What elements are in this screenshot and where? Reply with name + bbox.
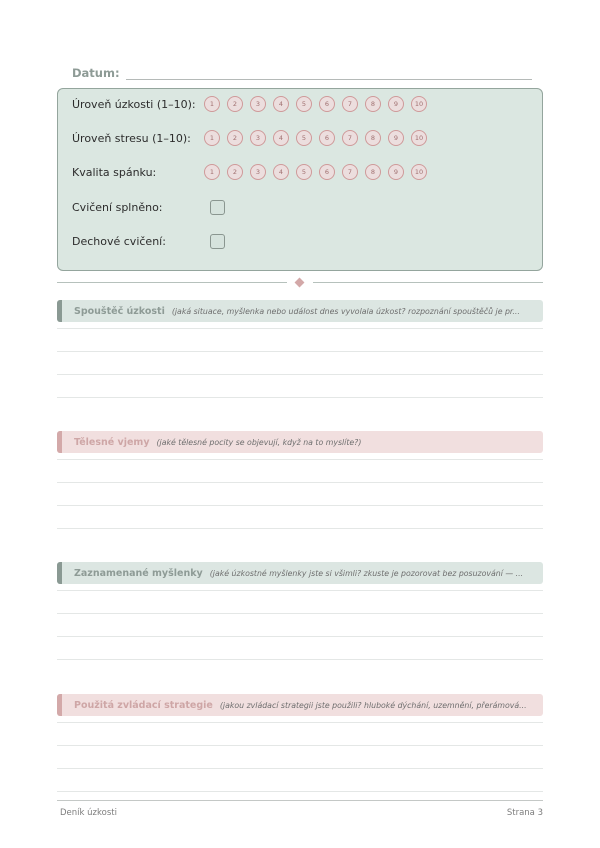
date-input-line[interactable] bbox=[126, 66, 532, 80]
rating-scale bbox=[204, 130, 434, 146]
rating-circle[interactable]: 2 bbox=[227, 164, 243, 180]
writing-line[interactable] bbox=[57, 768, 543, 769]
tracker-row bbox=[72, 128, 434, 148]
rating-circle[interactable]: 7 bbox=[342, 164, 358, 180]
footer-journal-title: Deník úzkosti bbox=[60, 808, 117, 818]
tracker-row bbox=[72, 197, 225, 217]
rating-circle[interactable]: 7 bbox=[342, 96, 358, 112]
divider-line-right bbox=[313, 282, 543, 283]
rating-circle[interactable]: 6 bbox=[319, 164, 335, 180]
checkbox[interactable] bbox=[210, 234, 225, 249]
rating-circle[interactable]: 10 bbox=[411, 130, 427, 146]
section-title: Spouštěč úzkosti bbox=[74, 305, 165, 317]
rating-circle[interactable]: 5 bbox=[296, 164, 312, 180]
writing-line[interactable] bbox=[57, 482, 543, 483]
rating-circle[interactable]: 9 bbox=[388, 130, 404, 146]
section-header bbox=[57, 694, 543, 716]
rating-circle[interactable]: 5 bbox=[296, 130, 312, 146]
journal-section bbox=[57, 694, 543, 792]
tracker-row-label: Úroveň stresu (1–10): bbox=[72, 131, 191, 145]
writing-line[interactable] bbox=[57, 459, 543, 460]
rating-scale bbox=[204, 164, 434, 180]
section-hint: (jakou zvládací strategii jste použili? hluboké dýchání, uzemnění, přerámová... bbox=[219, 700, 527, 710]
daily-tracker-box bbox=[57, 88, 543, 271]
writing-line[interactable] bbox=[57, 374, 543, 375]
journal-section bbox=[57, 562, 543, 660]
writing-line[interactable] bbox=[57, 636, 543, 637]
rating-circle[interactable]: 3 bbox=[250, 96, 266, 112]
tracker-row-label: Cvičení splněno: bbox=[72, 200, 163, 214]
section-title: Tělesné vjemy bbox=[74, 436, 150, 448]
section-hint: (jaké tělesné pocity se objevují, když na to myslíte?) bbox=[156, 437, 362, 447]
rating-circle[interactable]: 3 bbox=[250, 164, 266, 180]
date-row bbox=[72, 62, 532, 80]
section-header bbox=[57, 562, 543, 584]
rating-circle[interactable]: 9 bbox=[388, 96, 404, 112]
rating-circle[interactable]: 2 bbox=[227, 96, 243, 112]
footer-page-number: Strana 3 bbox=[506, 808, 543, 818]
writing-line[interactable] bbox=[57, 351, 543, 352]
writing-line[interactable] bbox=[57, 659, 543, 660]
rating-circle[interactable]: 1 bbox=[204, 130, 220, 146]
tracker-row bbox=[72, 162, 434, 182]
date-label: Datum: bbox=[72, 66, 120, 80]
rating-circle[interactable]: 6 bbox=[319, 96, 335, 112]
rating-circle[interactable]: 6 bbox=[319, 130, 335, 146]
writing-line[interactable] bbox=[57, 328, 543, 329]
checkbox[interactable] bbox=[210, 200, 225, 215]
writing-line[interactable] bbox=[57, 722, 543, 723]
writing-line[interactable] bbox=[57, 397, 543, 398]
rating-circle[interactable]: 4 bbox=[273, 130, 289, 146]
tracker-row bbox=[72, 94, 434, 114]
writing-line[interactable] bbox=[57, 613, 543, 614]
section-header bbox=[57, 300, 543, 322]
journal-section bbox=[57, 431, 543, 529]
page-footer bbox=[57, 800, 543, 818]
rating-circle[interactable]: 8 bbox=[365, 130, 381, 146]
rating-circle[interactable]: 9 bbox=[388, 164, 404, 180]
rating-circle[interactable]: 2 bbox=[227, 130, 243, 146]
section-hint: (jaká situace, myšlenka nebo událost dnes vyvolala úzkost? rozpoznání spouštěčů je pr... bbox=[171, 306, 520, 316]
tracker-row-label: Úroveň úzkosti (1–10): bbox=[72, 97, 196, 111]
section-accent-bar bbox=[57, 431, 62, 453]
rating-circle[interactable]: 8 bbox=[365, 96, 381, 112]
writing-line[interactable] bbox=[57, 590, 543, 591]
tracker-row-label: Kvalita spánku: bbox=[72, 165, 157, 179]
diamond-icon bbox=[295, 278, 305, 288]
section-hint: (jaké úzkostné myšlenky jste si všimli? zkuste je pozorovat bez posuzování — ... bbox=[209, 568, 524, 578]
ornament-divider bbox=[57, 277, 543, 289]
rating-circle[interactable]: 10 bbox=[411, 164, 427, 180]
rating-circle[interactable]: 3 bbox=[250, 130, 266, 146]
tracker-row-label: Dechové cvičení: bbox=[72, 234, 166, 248]
rating-circle[interactable]: 4 bbox=[273, 96, 289, 112]
divider-line-left bbox=[57, 282, 287, 283]
rating-scale bbox=[204, 96, 434, 112]
writing-line[interactable] bbox=[57, 745, 543, 746]
journal-section bbox=[57, 300, 543, 398]
rating-circle[interactable]: 7 bbox=[342, 130, 358, 146]
section-accent-bar bbox=[57, 562, 62, 584]
writing-line[interactable] bbox=[57, 791, 543, 792]
section-accent-bar bbox=[57, 694, 62, 716]
section-header bbox=[57, 431, 543, 453]
writing-line[interactable] bbox=[57, 528, 543, 529]
rating-circle[interactable]: 5 bbox=[296, 96, 312, 112]
rating-circle[interactable]: 1 bbox=[204, 96, 220, 112]
section-title: Použitá zvládací strategie bbox=[74, 699, 213, 711]
rating-circle[interactable]: 1 bbox=[204, 164, 220, 180]
rating-circle[interactable]: 4 bbox=[273, 164, 289, 180]
section-title: Zaznamenané myšlenky bbox=[74, 567, 203, 579]
tracker-row bbox=[72, 231, 225, 251]
writing-line[interactable] bbox=[57, 505, 543, 506]
rating-circle[interactable]: 10 bbox=[411, 96, 427, 112]
rating-circle[interactable]: 8 bbox=[365, 164, 381, 180]
section-accent-bar bbox=[57, 300, 62, 322]
